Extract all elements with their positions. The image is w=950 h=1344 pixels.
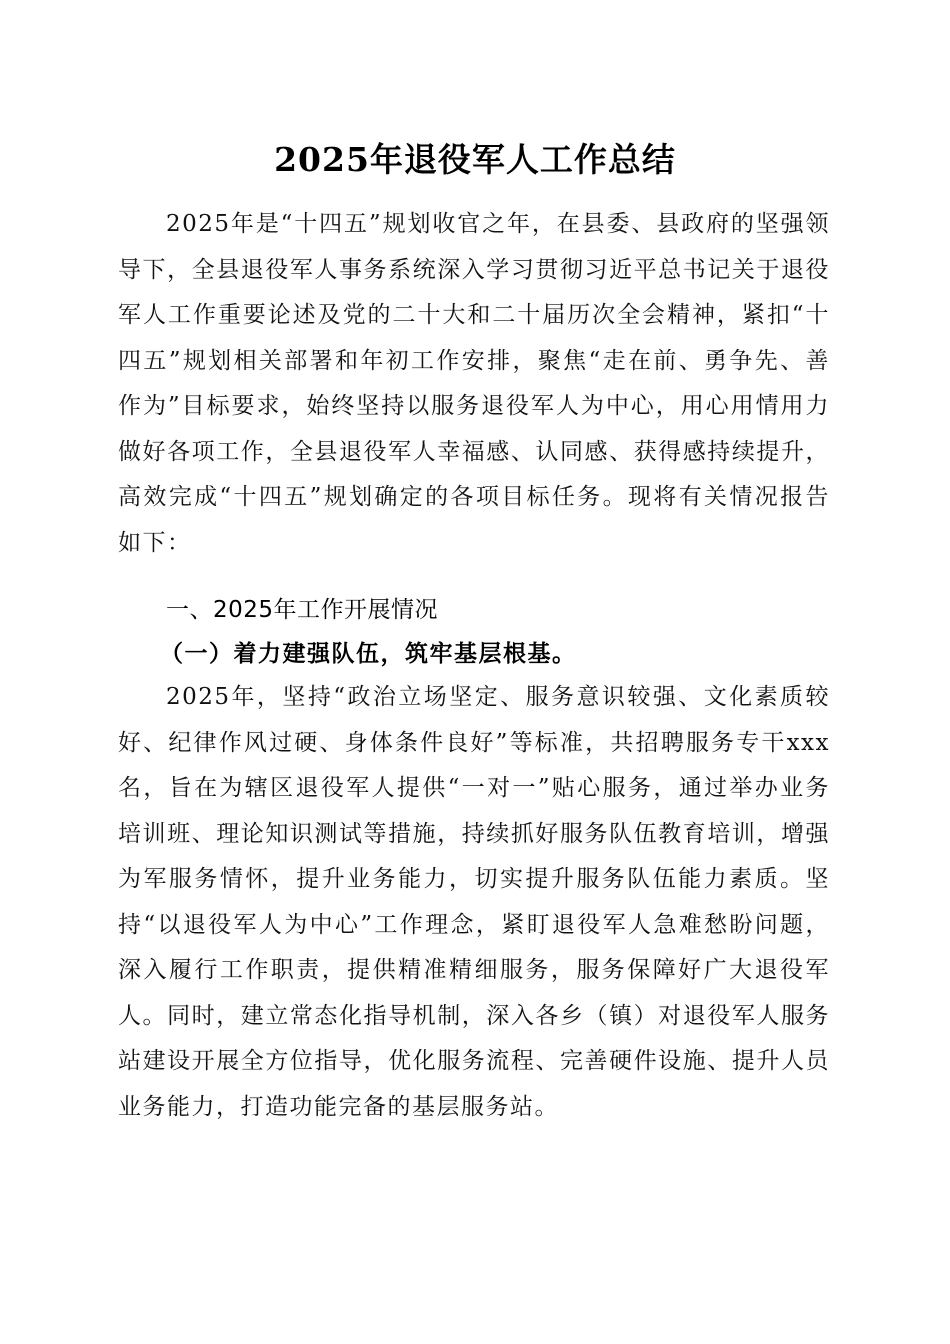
document-title: 2025年退役军人工作总结 [274, 140, 676, 179]
subsection-heading: （一）着力建强队伍，筑牢基层根基。 [160, 640, 577, 667]
section-heading: 一、2025年工作开展情况 [166, 597, 439, 623]
intro-paragraph: 2025年是“十四五”规划收官之年，在县委、县政府的坚强领导下，全县退役军人事务系统深入学习贯彻习近平总书记关于退役军人工作重要论述及党的二十大和二十届历次全会精神，紧扣“十四五”规划相关部署和年初工作安排，聚焦“走在前、勇争先、善作为”目标要求，始终坚持以服务退役军人为中心，用心用情用力做好各项工作，全县退役军人幸福感、认同感、获得感持续提升，高效完成“十四五”规划确定的各项目标任务。现将有关情况报告如下： [118, 211, 830, 556]
section-paragraph: 2025年，坚持“政治立场坚定、服务意识较强、文化素质较好、纪律作风过硬、身体条件良好”等标准，共招聘服务专干xxx名，旨在为辖区退役军人提供“一对一”贴心服务，通过举办业务培训班、理论知识测试等措施，持续抓好服务队伍教育培训，增强为军服务情怀，提升业务能力，切实提升服务队伍能力素质。坚持“以退役军人为中心”工作理念，紧盯退役军人急难愁盼问题，深入履行工作职责，提供精准精细服务，服务保障好广大退役军人。同时，建立常态化指导机制，深入各乡（镇）对退役军人服务站建设开展全方位指导，优化服务流程、完善硬件设施、提升人员业务能力，打造功能完备的基层服务站。 [118, 684, 830, 1120]
